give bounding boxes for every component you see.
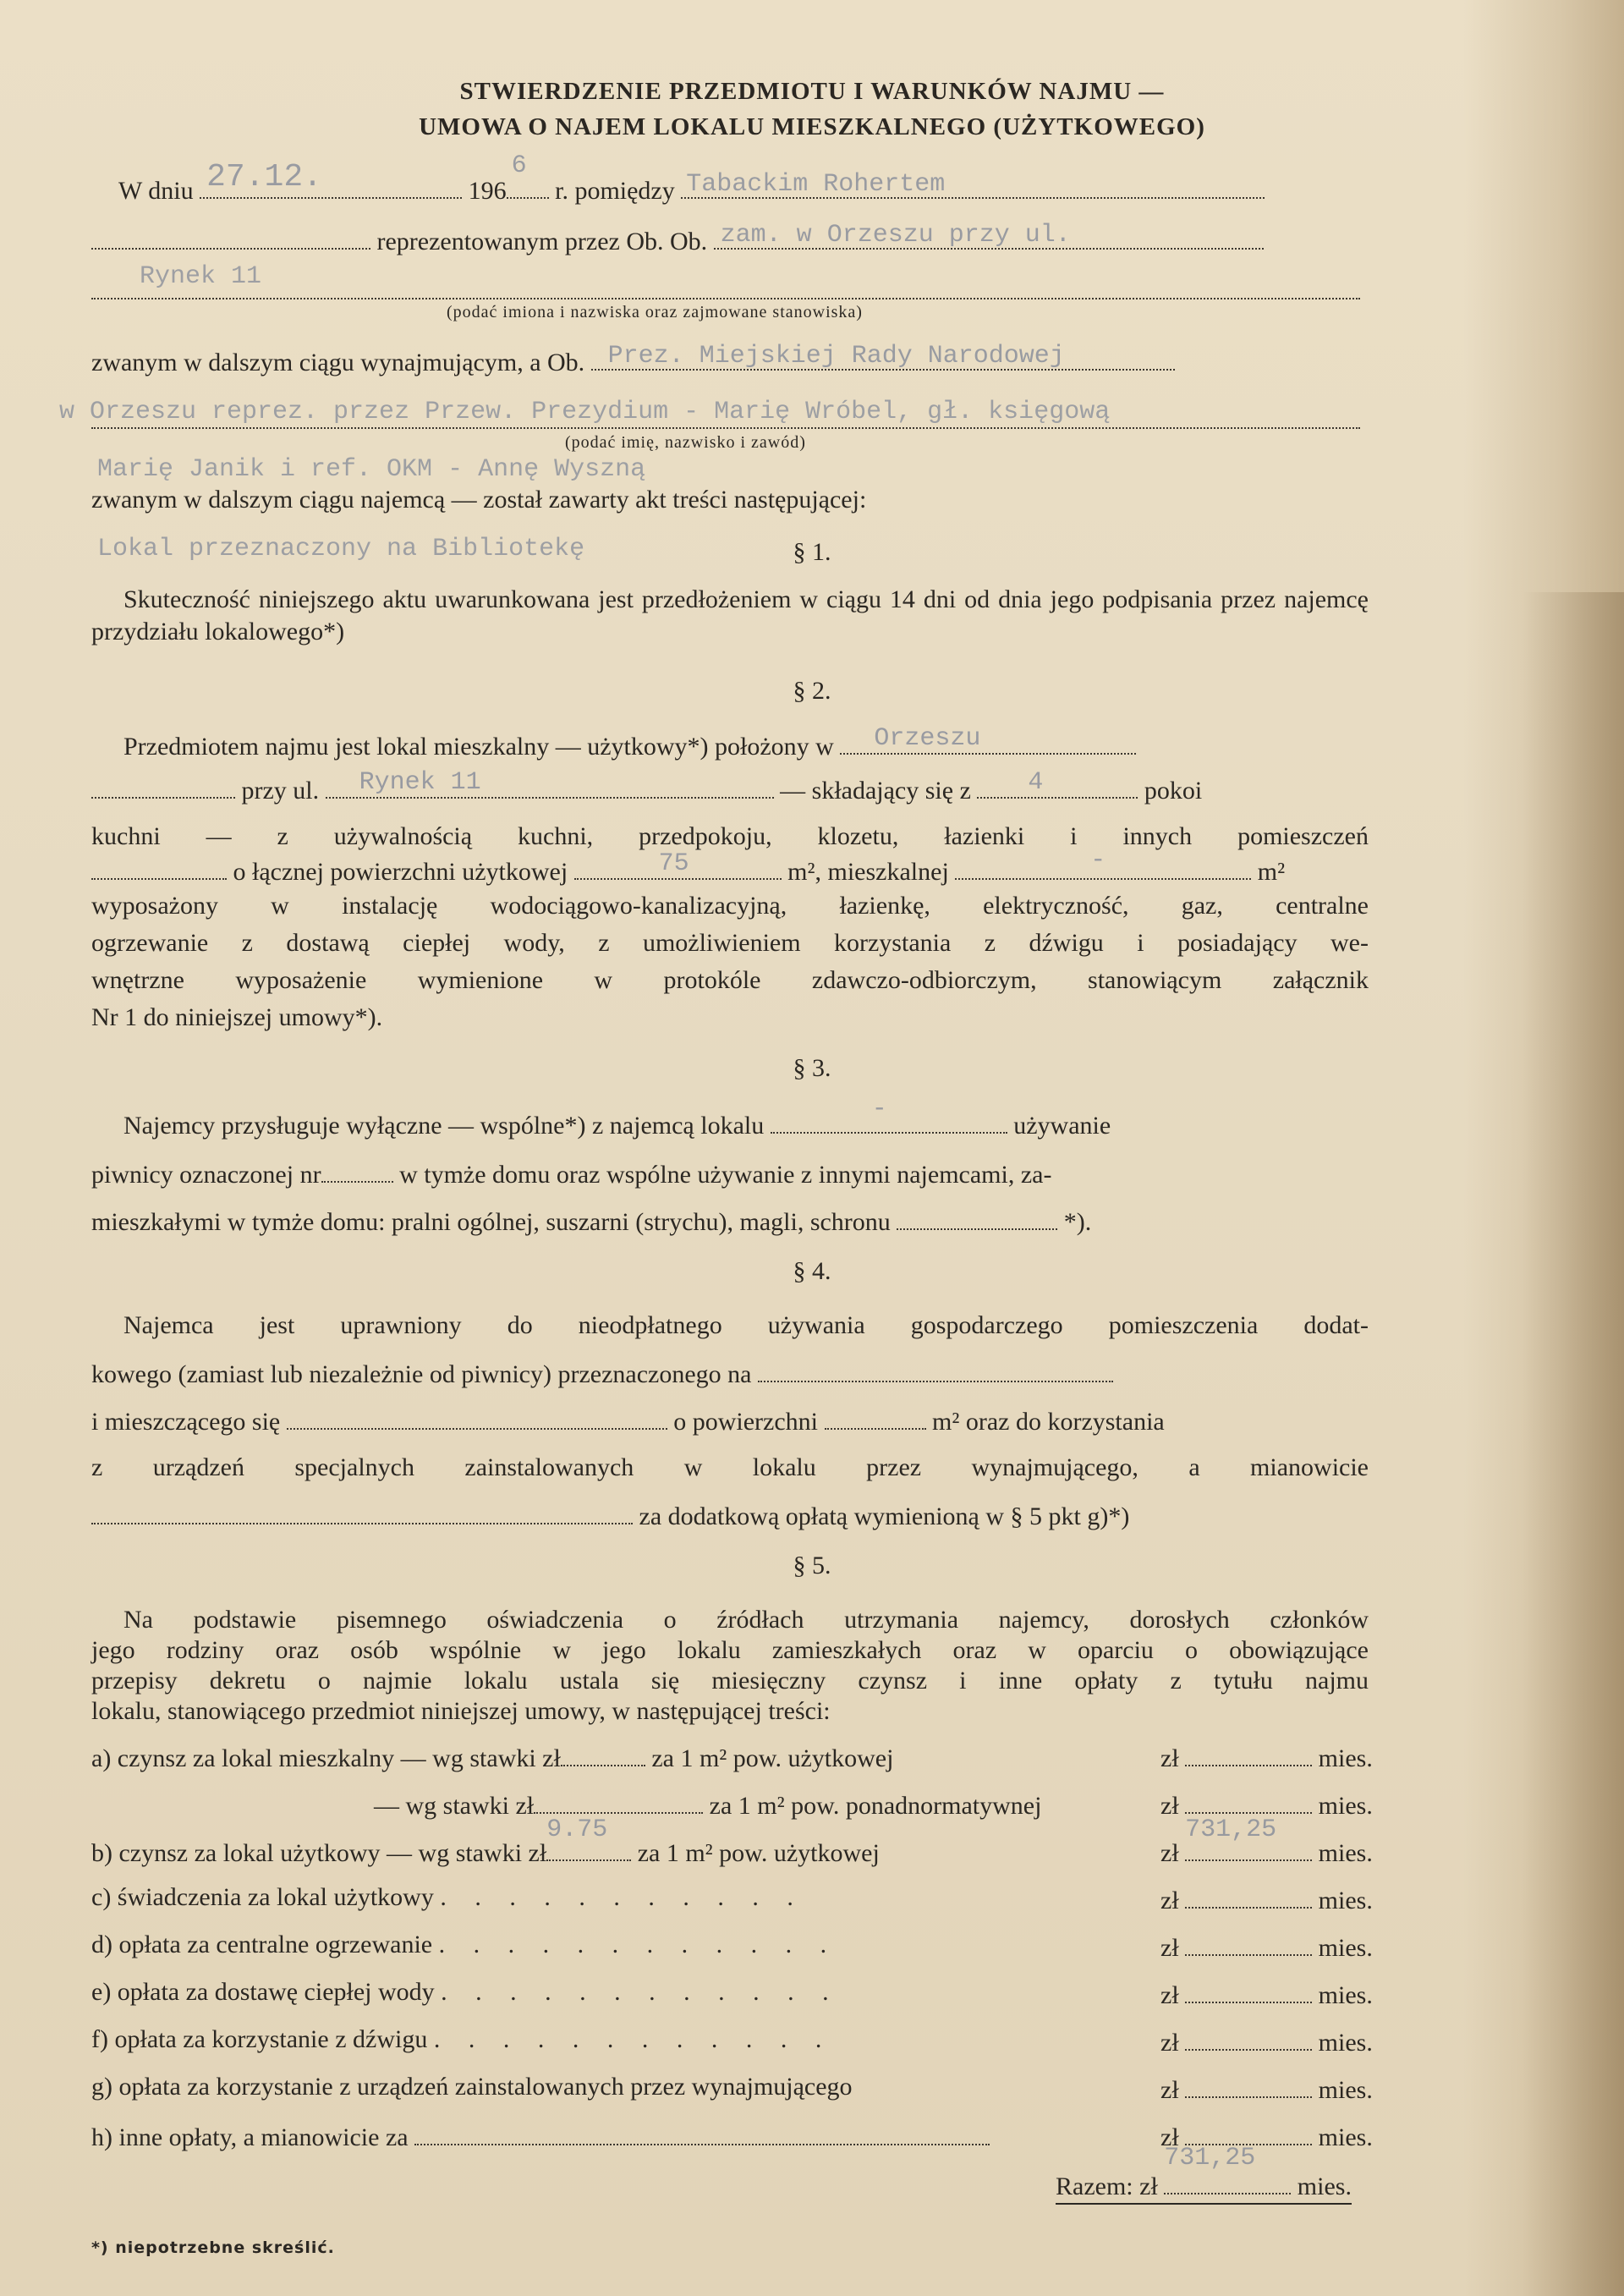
tenant-field [591, 342, 1175, 371]
s4-m2-oraz: m² oraz do korzystania [932, 1408, 1165, 1436]
fee-total-label: Razem: [1056, 2172, 1133, 2200]
fee-a1-mies: mies. [1318, 1744, 1373, 1772]
rep-typed: zam. w Orzeszu przy ul. [720, 221, 1071, 250]
fee-row-a2 [374, 1788, 1041, 1821]
fee-h-field [414, 2120, 990, 2145]
s2-rooms-field [977, 768, 1138, 799]
year-field [507, 151, 549, 199]
fee-b-label: b) czynsz za lokal użytkowy — wg stawki zł [91, 1839, 547, 1867]
rep-blank [91, 224, 370, 250]
fee-row-b [91, 1815, 880, 1868]
fee-h-label: h) inne opłaty, a mianowicie za [91, 2123, 409, 2151]
s2-line-a [123, 724, 1136, 763]
s2-line-d [91, 846, 1286, 888]
s4-b-field [758, 1357, 1113, 1382]
fee-b-mies: mies. [1318, 1839, 1373, 1867]
s3-line-a [123, 1095, 1111, 1142]
fee-g-mies: mies. [1318, 2076, 1373, 2104]
fee-b-rate-field [546, 1815, 631, 1861]
s2-a-text: Przedmiotem najmu jest lokal mieszkalny — użytkowy*) położony w [123, 733, 834, 761]
s4-line-a: Najemca jest uprawniony do nieodpłatnego używania gospodarczego pomieszczenia dodat- [123, 1311, 1369, 1339]
s5-line-a: Na podstawie pisemnego oświadczenia o źródłach utrzymania najemcy, dorosłych członków [123, 1606, 1369, 1634]
s4-line-d: z urządzeń specjalnych zainstalowanych w lokalu przez wynajmującego, a mianowicie [91, 1453, 1369, 1481]
fee-f-leader: . . . . . . . . . . . . [433, 2025, 833, 2053]
s2-area-field [574, 849, 782, 880]
year-prefix: 196 [468, 177, 507, 205]
section-2-heading: § 2. [793, 677, 831, 705]
s3-field [771, 1095, 1007, 1134]
fee-d-label: d) opłata za centralne ogrzewanie [91, 1931, 433, 1958]
label-pomiedzy: r. pomiędzy [555, 177, 675, 205]
fee-total-row [1056, 2144, 1352, 2205]
section-4-heading: § 4. [793, 1257, 831, 1285]
party1-typed: Tabackim Rohertem [686, 170, 946, 199]
label-zwanym-wynajm: zwanym w dalszym ciągu wynajmującym, a Ob. [91, 349, 585, 376]
fee-h-amount [1185, 2120, 1312, 2145]
s3-typed: - [871, 1095, 887, 1123]
tenant-line [91, 427, 1360, 429]
s2-area-typed: 75 [658, 849, 689, 878]
s4-line-e [91, 1499, 1129, 1533]
fee-e-zl: zł [1160, 1981, 1179, 2009]
fee-row-a1-right [1160, 1741, 1373, 1773]
fee-a1-amount [1185, 1741, 1312, 1766]
s3-b-text: w tymże domu oraz wspólne używanie z innymi najemcami, za- [399, 1161, 1052, 1189]
fee-total-mies: mies. [1297, 2172, 1352, 2200]
fee-row-e [91, 1978, 840, 2007]
fee-c-label: c) świadczenia za lokal użytkowy [91, 1883, 434, 1911]
date-field [200, 159, 462, 199]
s5-line-b: jego rodziny oraz osób wspólnie w jego lokalu zamieszkałych oraz w oparciu o obowiązujące [91, 1636, 1369, 1664]
fee-d-mies: mies. [1318, 1934, 1373, 1962]
year-typed: 6 [511, 151, 527, 180]
s2-blank [91, 773, 235, 799]
s3-c-text: mieszkałymi w tymże domu: pralni ogólnej, suszarni (strychu), magli, schronu [91, 1208, 891, 1236]
header-wynajm-line [91, 342, 1175, 379]
fee-a2-rate [534, 1788, 703, 1814]
s2-location-typed: Orzeszu [874, 724, 981, 753]
note-names: (podać imiona i nazwiska oraz zajmowane stanowiska) [447, 303, 863, 321]
label-zwanym-najemca: zwanym w dalszym ciągu najemcą — został zawarty akt treści następującej: [91, 486, 867, 514]
fee-row-g-right [1160, 2073, 1373, 2105]
header-rep-line [91, 221, 1264, 258]
label-reprezentowanym: reprezentowanym przez Ob. Ob. [376, 228, 708, 255]
fee-row-c [91, 1883, 804, 1912]
fee-row-c-right [1160, 1883, 1373, 1915]
s2-skladajacy: — składający się z [780, 777, 971, 805]
fee-a2-label: — wg stawki zł [374, 1792, 535, 1820]
s5-line-c: przepisy dekretu o najmie lokalu ustala się miesięczny czynsz i inne opłaty z tytułu najmu [91, 1667, 1369, 1695]
fee-row-e-right [1160, 1978, 1373, 2010]
fee-a1-rate [561, 1741, 645, 1766]
label-w-dniu: W dniu [118, 177, 194, 205]
s3-uzywanie: używanie [1013, 1112, 1111, 1140]
fee-h-zl: zł [1160, 2123, 1179, 2151]
s3-a-text: Najemcy przysługuje wyłączne — wspólne*) z najemcą lokalu [123, 1112, 765, 1140]
s2-m2: m² [1257, 858, 1286, 886]
s4-line-b [91, 1357, 1113, 1391]
fee-c-leader: . . . . . . . . . . . [440, 1883, 804, 1911]
s3-c-field [897, 1205, 1057, 1230]
s2-street-typed: Rynek 11 [359, 768, 481, 797]
s4-mieszczacego: i mieszczącego się [91, 1408, 281, 1436]
s4-o-powierzchni: o powierzchni [673, 1408, 818, 1436]
s3-cellar-field [321, 1157, 393, 1183]
fee-a2-mid: za 1 m² pow. ponadnormatywnej [709, 1792, 1042, 1820]
s5-line-d: lokalu, stanowiącego przedmiot niniejszej umowy, w następującej treści: [91, 1697, 831, 1725]
fee-b-zl: zł [1160, 1839, 1179, 1867]
fee-b-amount: 731,25 [1185, 1815, 1277, 1844]
fee-g-label: g) opłata za korzystanie z urządzeń zainstalowanych przez wynajmującego [91, 2073, 853, 2101]
s4-line-c [91, 1404, 1165, 1438]
section-3-heading: § 3. [793, 1054, 831, 1082]
fee-c-zl: zł [1160, 1887, 1179, 1914]
fee-c-amount [1185, 1883, 1312, 1909]
fee-a2-amount [1185, 1788, 1312, 1814]
fee-row-f-right [1160, 2025, 1373, 2057]
fee-g-amount [1185, 2073, 1312, 2098]
s4-e-text: za dodatkową opłatą wymienioną w § 5 pkt g)*) [639, 1502, 1130, 1530]
fee-d-zl: zł [1160, 1934, 1179, 1962]
fee-row-d [91, 1931, 837, 1959]
s2-living-typed: - [1090, 846, 1106, 875]
purpose-typed: Lokal przeznaczony na Bibliotekę [97, 535, 585, 563]
s2-rooms-typed: 4 [1028, 768, 1044, 797]
s4-c-field [287, 1404, 667, 1430]
fee-e-label: e) opłata za dostawę ciepłej wody [91, 1978, 435, 2006]
fee-a2-mies: mies. [1318, 1792, 1373, 1820]
address-typed: Rynek 11 [140, 262, 262, 291]
tenant-typed-3: Marię Janik i ref. OKM - Annę Wyszną [97, 455, 646, 484]
fee-row-b-right [1160, 1815, 1373, 1868]
fee-e-leader: . . . . . . . . . . . . [441, 1978, 840, 2006]
s4-b-text: kowego (zamiast lub niezależnie od piwnicy) przeznaczonego na [91, 1360, 752, 1388]
note-tenant: (podać imię, nazwisko i zawód) [565, 433, 806, 452]
s3-c-star: *). [1063, 1208, 1092, 1236]
fee-h-mies: mies. [1318, 2123, 1373, 2151]
rep-field [714, 221, 1264, 250]
fee-row-f [91, 2025, 832, 2054]
fee-b-rate: 9.75 [546, 1815, 608, 1844]
fee-row-h [91, 2120, 990, 2152]
fee-d-amount [1185, 1931, 1312, 1956]
section-5-heading: § 5. [793, 1552, 831, 1579]
s2-pokoi: pokoi [1144, 777, 1203, 805]
header-date-line [118, 151, 1265, 207]
address-line [91, 298, 1360, 299]
section-1-text: Skuteczność niniejszego aktu uwarunkowana jest przedłożeniem w ciągu 14 dni od dnia jego podpisania przez najemcę przydziału lokalowego*) [91, 585, 1369, 645]
s2-line-g: wnętrzne wyposażenie wymienione w protokóle zdawczo-odbiorczym, stanowiącym załącznik [91, 966, 1369, 994]
fee-f-label: f) opłata za korzystanie z dźwigu [91, 2025, 428, 2053]
fee-g-zl: zł [1160, 2076, 1179, 2104]
s2-location-field [840, 724, 1136, 755]
paper-torn-edge [1522, 592, 1624, 2296]
fee-f-amount [1185, 2025, 1312, 2051]
s2-line-e: wyposażony w instalację wodociągowo-kanalizacyjną, łazienkę, elektryczność, gaz, centralne [91, 892, 1369, 920]
section-1-heading: § 1. [793, 538, 831, 566]
fee-total-amount: 731,25 [1164, 2144, 1256, 2172]
s4-e-field [91, 1499, 633, 1524]
s2-line-c: kuchni — z używalnością kuchni, przedpokoju, klozetu, łazienki i innych pomieszczeń [91, 822, 1369, 850]
s3-line-b [91, 1157, 1051, 1191]
s2-m2-mieszkalnej: m², mieszkalnej [787, 858, 949, 886]
fee-f-mies: mies. [1318, 2029, 1373, 2057]
fee-f-zl: zł [1160, 2029, 1179, 2057]
date-typed: 27.12. [206, 159, 322, 195]
s2-line-b [91, 768, 1203, 807]
title-line-2: UMOWA O NAJEM LOKALU MIESZKALNEGO (UŻYTKOWEGO) [419, 113, 1205, 140]
fee-e-amount [1185, 1978, 1312, 2003]
fee-a1-mid: za 1 m² pow. użytkowej [651, 1744, 894, 1772]
fee-c-mies: mies. [1318, 1887, 1373, 1914]
tenant-typed-1: Prez. Miejskiej Rady Narodowej [607, 342, 1065, 371]
s2-street-field [326, 768, 774, 799]
tenant-typed-2: w Orzeszu reprez. przez Przew. Prezydium - Marię Wróbel, gł. księgową [59, 398, 1111, 426]
fee-d-leader: . . . . . . . . . . . . [438, 1931, 838, 1958]
fee-a2-zl: zł [1160, 1792, 1179, 1820]
s2-blank-d [91, 854, 227, 880]
fee-total-zl: zł [1139, 2172, 1158, 2200]
s3-line-c [91, 1205, 1091, 1239]
fee-row-d-right [1160, 1931, 1373, 1963]
party1-field [681, 170, 1265, 199]
fee-e-mies: mies. [1318, 1981, 1373, 2009]
s2-przy-ul: przy ul. [241, 777, 320, 805]
fee-row-a1 [91, 1741, 893, 1773]
fee-total-field [1164, 2144, 1291, 2194]
s3-piwnicy: piwnicy oznaczonej nr [91, 1161, 321, 1189]
title-line-1: STWIERDZENIE PRZEDMIOTU I WARUNKÓW NAJMU — [459, 78, 1165, 105]
fee-b-amount-field [1185, 1815, 1312, 1861]
fee-b-mid: za 1 m² pow. użytkowej [637, 1839, 880, 1867]
fee-a1-zl: zł [1160, 1744, 1179, 1772]
s4-area-field [825, 1404, 926, 1430]
s2-laczna: o łącznej powierzchni użytkowej [233, 858, 568, 886]
s2-living-field [955, 846, 1251, 880]
s2-line-h: Nr 1 do niniejszej umowy*). [91, 1003, 383, 1031]
s2-line-f: ogrzewanie z dostawą ciepłej wody, z umożliwieniem korzystania z dźwigu i posiadający we- [91, 929, 1369, 957]
fee-a1-label: a) czynsz za lokal mieszkalny — wg stawki zł [91, 1744, 561, 1772]
footnote: *) niepotrzebne skreślić. [91, 2238, 335, 2257]
